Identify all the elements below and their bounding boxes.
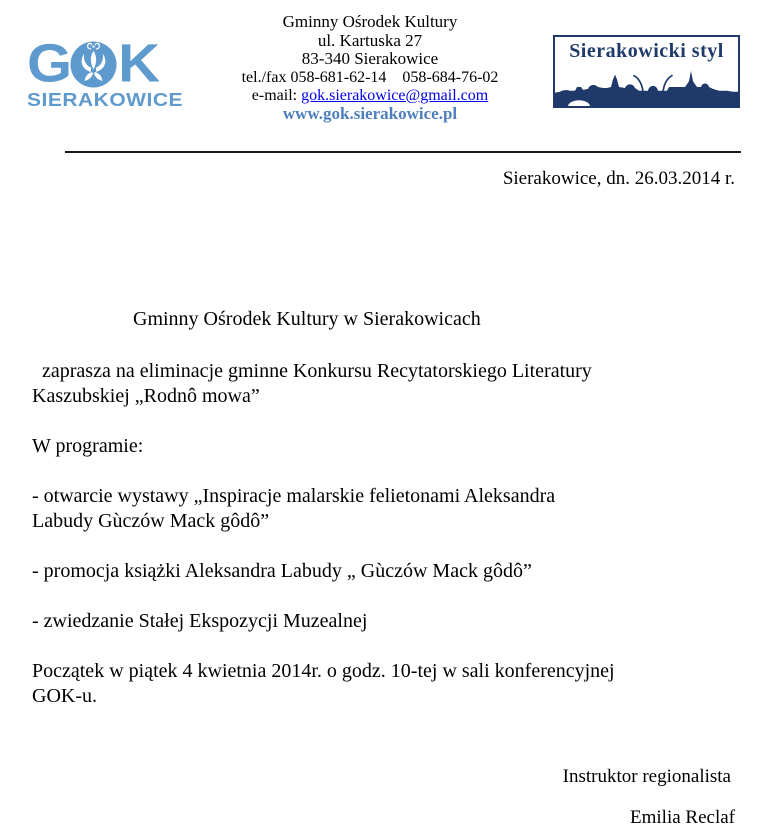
header-divider — [65, 151, 741, 153]
paragraph-item-exhibition — [32, 484, 744, 534]
styl-logo-title: Sierakowicki styl — [569, 40, 724, 62]
city-address: 83-340 Sierakowice — [301, 49, 439, 68]
date-line: Sierakowice, dn. 26.03.2014 r. — [502, 168, 735, 189]
tulip-icon — [70, 41, 117, 88]
gok-logo-word — [27, 33, 183, 94]
paragraph-line: Labudy Gùczów Mack gôdô” — [32, 510, 270, 532]
letter-heading: Gminny Ośrodek Kultury w Sierakowicach — [133, 308, 481, 330]
paragraph-line: zaprasza na eliminacje gminne Konkursu Recytatorskiego Literatury — [32, 360, 592, 382]
signature-role: Instruktor regionalista — [562, 766, 731, 787]
gok-logo-subtitle: SIERAKOWICE — [27, 90, 184, 111]
phone-line: tel./fax 058-681-62-14 058-684-76-02 — [241, 68, 499, 86]
paragraph-line: Kaszubskiej „Rodnô mowa” — [32, 385, 260, 407]
contact-block — [215, 13, 525, 123]
paragraph-line: W programie: — [32, 435, 144, 457]
website-link[interactable]: www.gok.sierakowice.pl — [282, 103, 458, 123]
letter-body — [32, 307, 744, 734]
paragraph-line: - zwiedzanie Stałej Ekspozycji Muzealnej — [32, 610, 368, 632]
street-address: ul. Kartuska 27 — [317, 30, 423, 50]
sierakowicki-styl-logo — [553, 35, 740, 108]
paragraph-invitation — [32, 359, 744, 409]
email-label: e-mail: — [251, 86, 298, 104]
skyline-icon — [555, 68, 738, 106]
gok-logo — [27, 33, 184, 114]
paragraph-item-museum — [32, 609, 744, 634]
paragraph-item-book — [32, 559, 744, 584]
email-line — [215, 87, 525, 105]
paragraph-program-label — [32, 434, 744, 459]
paragraph-line: Początek w piątek 4 kwietnia 2014r. o godz. 10-tej w sali konferencyjnej — [32, 660, 615, 682]
gok-letter-g: G — [27, 33, 70, 94]
paragraph-line: - promocja książki Aleksandra Labudy „ Gùczów Mack gôdô” — [32, 560, 532, 582]
gok-letter-k: K — [118, 33, 158, 94]
website-line — [215, 105, 525, 123]
paragraph-line: GOK-u. — [32, 685, 97, 707]
email-link[interactable]: gok.sierakowice@gmail.com — [301, 86, 489, 104]
org-name: Gminny Ośrodek Kultury — [282, 12, 458, 31]
signature-name: Emilia Reclaf — [630, 807, 735, 828]
paragraph-line: - otwarcie wystawy „Inspiracje malarskie felietonami Aleksandra — [32, 485, 556, 507]
paragraph-schedule — [32, 659, 744, 709]
